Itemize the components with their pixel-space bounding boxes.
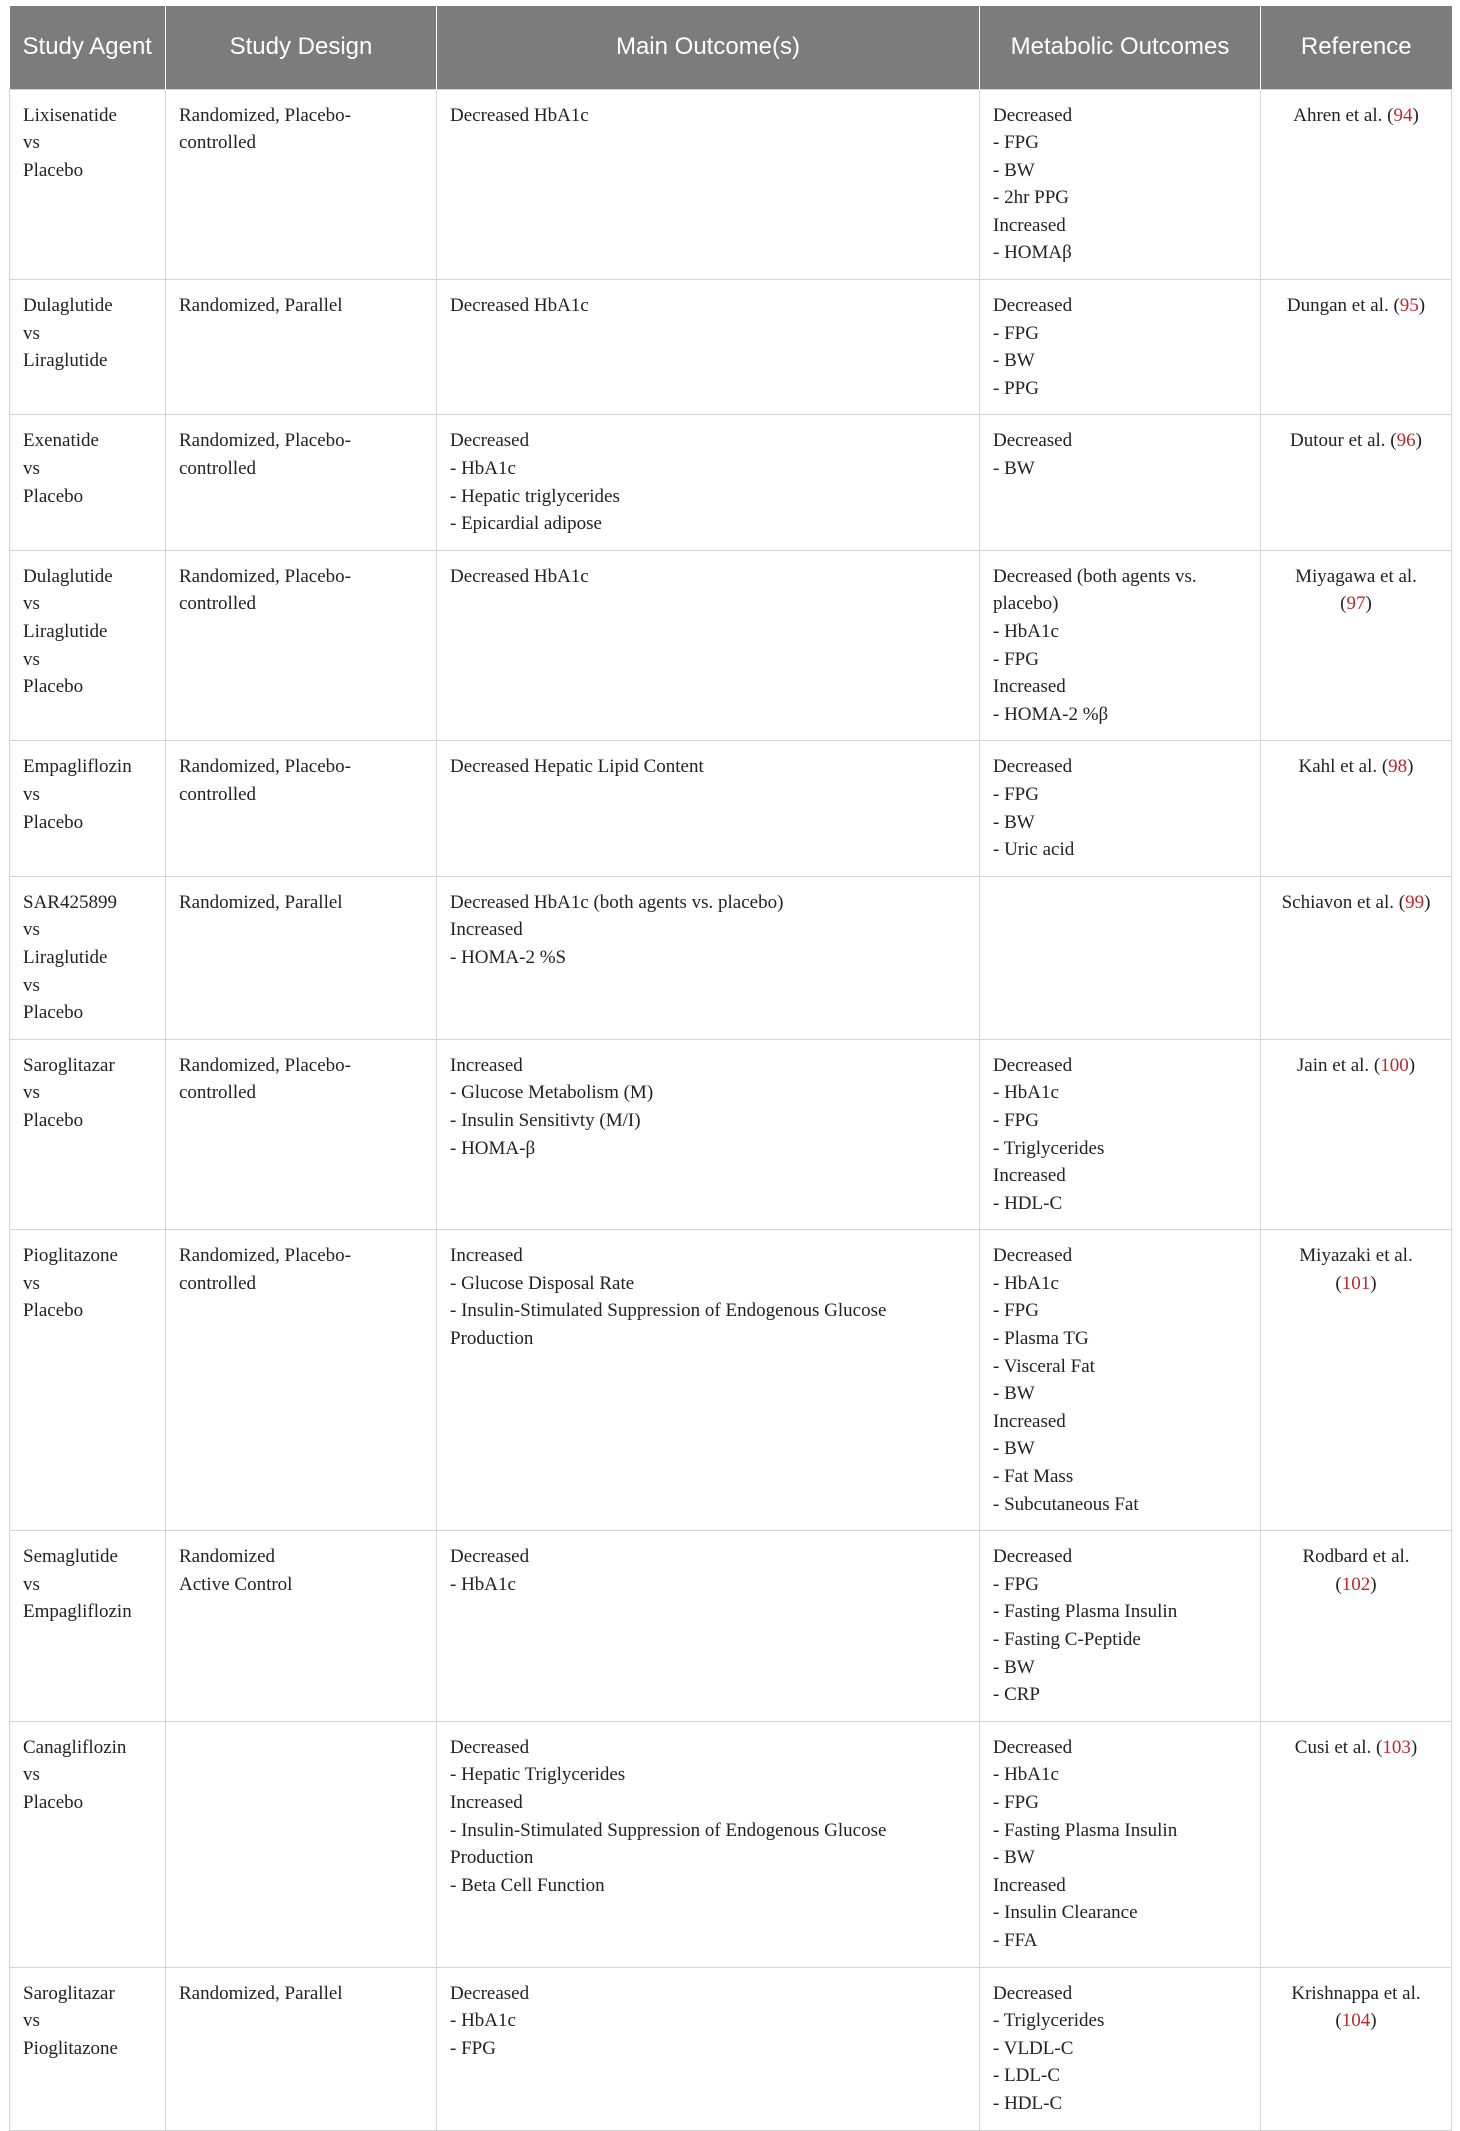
cell-line: Saroglitazar (23, 1054, 115, 1076)
cell-line: Decreased HbA1c (450, 104, 589, 126)
cell-line: vs (23, 458, 40, 480)
reference-author: Dungan et al. ( (1286, 295, 1400, 317)
reference-close-paren: ) (1410, 1736, 1418, 1758)
cell-reference (1261, 89, 1452, 280)
cell-line: Decreased HbA1c (450, 565, 589, 587)
cell-line: vs (23, 1573, 40, 1595)
cell-line: Decreased (450, 1546, 530, 1568)
cell-line: Decreased (450, 1982, 530, 2004)
cell-metabolic-outcomes (980, 280, 1261, 415)
cell-line: vs (23, 132, 40, 154)
cell-study-agent (10, 741, 166, 876)
cell-study-design (166, 1531, 437, 1722)
cell-study-agent (10, 1531, 166, 1722)
reference-close-paren: ) (1408, 1054, 1416, 1076)
table-row (10, 1230, 1452, 1531)
cell-line: - Fat Mass (993, 1466, 1074, 1488)
cell-line: Decreased (993, 104, 1073, 126)
cell-line: vs (23, 1082, 40, 1104)
cell-line: - HDL-C (993, 2092, 1063, 2114)
reference-author: Miyazaki et al. (1299, 1245, 1413, 1267)
cell-line: vs (23, 2010, 40, 2032)
cell-line: - HOMA-β (450, 1137, 536, 1159)
cell-metabolic-outcomes (980, 1531, 1261, 1722)
reference-link[interactable]: 95 (1399, 295, 1419, 317)
header-metabolic-outcomes: Metabolic Outcomes (980, 6, 1261, 89)
cell-line: - Visceral Fat (993, 1355, 1095, 1377)
cell-line: Decreased (993, 1245, 1073, 1267)
cell-line: - Fasting Plasma Insulin (993, 1819, 1178, 1841)
study-table-container (9, 6, 1451, 2131)
header-study-agent: Study Agent (10, 6, 166, 89)
cell-main-outcomes (437, 1531, 980, 1722)
cell-line: - FPG (450, 2037, 496, 2059)
cell-line: - Triglycerides (993, 2010, 1105, 2032)
cell-line: Production (450, 1847, 534, 1869)
cell-main-outcomes (437, 415, 980, 550)
reference-close-paren: ) (1412, 104, 1419, 126)
cell-study-design (166, 89, 437, 280)
study-table (9, 6, 1452, 2131)
cell-reference (1261, 1230, 1452, 1531)
cell-study-agent (10, 415, 166, 550)
cell-line: Randomized, Placebo- (179, 565, 352, 587)
cell-line: - HbA1c (450, 1573, 516, 1595)
cell-line: - Epicardial adipose (450, 513, 602, 535)
cell-line: Placebo (23, 1300, 84, 1322)
cell-reference (1261, 876, 1452, 1039)
cell-line: Increased (450, 919, 523, 941)
cell-main-outcomes (437, 550, 980, 741)
table-row (10, 415, 1452, 550)
cell-metabolic-outcomes (980, 415, 1261, 550)
reference-link[interactable]: 100 (1380, 1054, 1409, 1076)
cell-line: - FPG (993, 132, 1039, 154)
cell-line: Decreased (993, 295, 1073, 317)
reference-close-paren: ) (1370, 2010, 1377, 2032)
cell-main-outcomes (437, 876, 980, 1039)
reference-link[interactable]: 94 (1393, 104, 1413, 126)
cell-line: Lixisenatide (23, 104, 117, 126)
cell-line: - FPG (993, 1109, 1039, 1131)
cell-line: - FFA (993, 1929, 1038, 1951)
cell-metabolic-outcomes (980, 1230, 1261, 1531)
table-row (10, 1039, 1452, 1230)
reference-author: Ahren et al. ( (1293, 104, 1394, 126)
cell-study-design (166, 741, 437, 876)
reference-close-paren: ) (1370, 1573, 1377, 1595)
cell-line: - PPG (993, 377, 1039, 399)
reference-close-paren: ) (1415, 430, 1422, 452)
cell-line: Canagliflozin (23, 1736, 127, 1758)
cell-metabolic-outcomes (980, 876, 1261, 1039)
cell-line: - Hepatic Triglycerides (450, 1764, 626, 1786)
reference-link[interactable]: 102 (1341, 1573, 1371, 1595)
cell-line: Decreased (450, 1736, 530, 1758)
cell-reference (1261, 550, 1452, 741)
reference-open-paren: ( (1335, 1573, 1342, 1595)
reference-author: Rodbard et al. (1302, 1546, 1410, 1568)
reference-close-paren: ) (1418, 295, 1426, 317)
cell-line: Placebo (23, 159, 84, 181)
cell-line: - Glucose Disposal Rate (450, 1272, 635, 1294)
cell-line: Pioglitazone (23, 1245, 118, 1267)
cell-line: Placebo (23, 485, 84, 507)
table-row (10, 89, 1452, 280)
cell-line: - HbA1c (450, 458, 516, 480)
cell-metabolic-outcomes (980, 1967, 1261, 2130)
cell-reference (1261, 280, 1452, 415)
cell-main-outcomes (437, 280, 980, 415)
cell-line: - BW (993, 1438, 1035, 1460)
table-row (10, 1967, 1452, 2130)
cell-line: SAR425899 (23, 891, 117, 913)
cell-metabolic-outcomes (980, 1039, 1261, 1230)
cell-line: vs (23, 783, 40, 805)
cell-line: Decreased (993, 1546, 1073, 1568)
cell-line: Semaglutide (23, 1546, 118, 1568)
cell-study-design (166, 876, 437, 1039)
cell-main-outcomes (437, 1230, 980, 1531)
reference-author: Miyagawa et al. (1295, 565, 1417, 587)
cell-line: - BW (993, 1847, 1035, 1869)
cell-line: - BW (993, 811, 1035, 833)
cell-line: Pioglitazone (23, 2037, 118, 2059)
reference-open-paren: ( (1335, 1272, 1342, 1294)
cell-line: vs (23, 322, 40, 344)
reference-author: Dutour et al. ( (1290, 430, 1397, 452)
reference-link[interactable]: 104 (1341, 2010, 1371, 2032)
reference-link[interactable]: 98 (1388, 756, 1408, 778)
cell-study-agent (10, 550, 166, 741)
cell-line: - Subcutaneous Fat (993, 1493, 1139, 1515)
cell-line: Increased (993, 1410, 1066, 1432)
cell-line: - Insulin-Stimulated Suppression of Endogenous Glucose (450, 1300, 887, 1322)
reference-open-paren: ( (1335, 2010, 1342, 2032)
cell-line: - Glucose Metabolism (M) (450, 1082, 654, 1104)
cell-line: - HOMAβ (993, 242, 1072, 264)
cell-line: - Plasma TG (993, 1328, 1089, 1350)
reference-link[interactable]: 101 (1341, 1272, 1371, 1294)
header-row (10, 6, 1452, 89)
cell-line: Decreased (993, 1982, 1073, 2004)
cell-line: - CRP (993, 1684, 1040, 1706)
cell-line: Increased (450, 1054, 523, 1076)
cell-line: - FPG (993, 322, 1039, 344)
cell-line: Placebo (23, 1002, 84, 1024)
cell-line: controlled (179, 783, 257, 805)
cell-line: Increased (993, 676, 1066, 698)
cell-line: Randomized, Placebo- (179, 1054, 352, 1076)
cell-line: Randomized, Parallel (179, 891, 343, 913)
cell-main-outcomes (437, 1039, 980, 1230)
cell-line: - FPG (993, 783, 1039, 805)
cell-study-design (166, 1039, 437, 1230)
table-body (10, 89, 1452, 2130)
cell-line: Active Control (179, 1573, 293, 1595)
reference-link[interactable]: 97 (1346, 593, 1366, 615)
reference-link[interactable]: 99 (1405, 891, 1425, 913)
cell-main-outcomes (437, 741, 980, 876)
cell-reference (1261, 1531, 1452, 1722)
cell-line: - FPG (993, 1300, 1039, 1322)
reference-author: Cusi et al. ( (1294, 1736, 1383, 1758)
table-row (10, 1721, 1452, 1967)
cell-study-design (166, 415, 437, 550)
cell-reference (1261, 1039, 1452, 1230)
cell-line: controlled (179, 132, 257, 154)
cell-line: Randomized (179, 1546, 276, 1568)
cell-study-design (166, 550, 437, 741)
cell-line: Decreased (both agents vs. (993, 565, 1197, 587)
cell-line: vs (23, 1272, 40, 1294)
cell-line: Randomized, Placebo- (179, 1245, 352, 1267)
table-row (10, 280, 1452, 415)
cell-line: vs (23, 919, 40, 941)
cell-line: Randomized, Placebo- (179, 756, 352, 778)
cell-line: Exenatide (23, 430, 99, 452)
reference-author: Krishnappa et al. (1291, 1982, 1421, 2004)
cell-line: controlled (179, 458, 257, 480)
cell-study-agent (10, 876, 166, 1039)
cell-study-agent (10, 1230, 166, 1531)
table-row (10, 876, 1452, 1039)
cell-metabolic-outcomes (980, 550, 1261, 741)
table-row (10, 1531, 1452, 1722)
cell-study-agent (10, 280, 166, 415)
cell-line: - HbA1c (993, 1272, 1059, 1294)
cell-reference (1261, 1721, 1452, 1967)
cell-line: - HbA1c (450, 2010, 516, 2032)
table-row (10, 741, 1452, 876)
cell-study-agent (10, 1721, 166, 1967)
reference-author: Schiavon et al. ( (1281, 891, 1406, 913)
cell-line: - Beta Cell Function (450, 1874, 605, 1896)
cell-line: - Fasting Plasma Insulin (993, 1601, 1178, 1623)
reference-open-paren: ( (1340, 593, 1347, 615)
cell-line: Liraglutide (23, 350, 108, 372)
cell-study-agent (10, 89, 166, 280)
cell-study-design (166, 1230, 437, 1531)
cell-line: - FPG (993, 1573, 1039, 1595)
cell-line: Saroglitazar (23, 1982, 115, 2004)
cell-metabolic-outcomes (980, 1721, 1261, 1967)
cell-line: - BW (993, 350, 1035, 372)
cell-line: controlled (179, 1272, 257, 1294)
cell-line: - Insulin-Stimulated Suppression of Endogenous Glucose (450, 1819, 887, 1841)
cell-line: - HDL-C (993, 1192, 1063, 1214)
reference-close-paren: ) (1365, 593, 1372, 615)
cell-line: - HbA1c (993, 1764, 1059, 1786)
cell-line: Randomized, Parallel (179, 295, 343, 317)
cell-line: vs (23, 593, 40, 615)
reference-close-paren: ) (1424, 891, 1431, 913)
cell-line: Dulaglutide (23, 295, 113, 317)
cell-main-outcomes (437, 1967, 980, 2130)
cell-main-outcomes (437, 1721, 980, 1967)
table-row (10, 550, 1452, 741)
cell-line: Decreased (993, 756, 1073, 778)
cell-line: Liraglutide (23, 946, 108, 968)
cell-line: Decreased HbA1c (450, 295, 589, 317)
cell-line: Decreased Hepatic Lipid Content (450, 756, 704, 778)
cell-line: Decreased (450, 430, 530, 452)
cell-line: Liraglutide (23, 621, 108, 642)
table-header (10, 6, 1452, 89)
reference-link[interactable]: 96 (1396, 430, 1416, 452)
cell-line: - BW (993, 458, 1035, 480)
cell-line: - HbA1c (993, 621, 1059, 642)
cell-line: - HOMA-2 %β (993, 703, 1109, 725)
cell-line: Randomized, Placebo- (179, 104, 352, 126)
cell-line: Increased (993, 214, 1066, 236)
reference-close-paren: ) (1407, 756, 1414, 778)
cell-line: Decreased (993, 1054, 1073, 1076)
cell-line: - BW (993, 1383, 1035, 1405)
cell-line: - 2hr PPG (993, 187, 1070, 209)
cell-line: - LDL-C (993, 2065, 1061, 2087)
cell-study-design (166, 1967, 437, 2130)
cell-study-agent (10, 1039, 166, 1230)
cell-line: Increased (993, 1165, 1066, 1187)
cell-line: Placebo (23, 811, 84, 833)
cell-line: Increased (450, 1791, 523, 1813)
cell-line: - FPG (993, 648, 1039, 670)
cell-reference (1261, 415, 1452, 550)
cell-metabolic-outcomes (980, 741, 1261, 876)
cell-line: - VLDL-C (993, 2037, 1074, 2059)
cell-line: - BW (993, 1656, 1035, 1678)
cell-study-agent (10, 1967, 166, 2130)
cell-line: - Uric acid (993, 839, 1075, 861)
cell-line: Placebo (23, 1109, 84, 1131)
cell-line: Empagliflozin (23, 756, 132, 778)
cell-line: - FPG (993, 1791, 1039, 1813)
cell-line: - Insulin Clearance (993, 1902, 1138, 1924)
cell-line: - Hepatic triglycerides (450, 485, 620, 507)
cell-study-design (166, 280, 437, 415)
cell-line: - Insulin Sensitivty (M/I) (450, 1109, 641, 1131)
cell-line: vs (23, 1764, 40, 1786)
cell-line: Dulaglutide (23, 565, 113, 587)
cell-line: Decreased HbA1c (both agents vs. placebo) (450, 891, 784, 913)
cell-line: controlled (179, 1082, 257, 1104)
cell-reference (1261, 741, 1452, 876)
cell-line: - Fasting C-Peptide (993, 1629, 1141, 1650)
cell-line: Randomized, Parallel (179, 1982, 343, 2004)
cell-line: Production (450, 1328, 534, 1350)
cell-line: Placebo (23, 1791, 84, 1813)
cell-line: - HbA1c (993, 1082, 1059, 1104)
cell-line: Decreased (993, 1736, 1073, 1758)
cell-metabolic-outcomes (980, 89, 1261, 280)
reference-author: Kahl et al. ( (1298, 756, 1389, 778)
reference-close-paren: ) (1370, 1272, 1377, 1294)
cell-reference (1261, 1967, 1452, 2130)
cell-line: Randomized, Placebo- (179, 430, 352, 452)
header-reference: Reference (1261, 6, 1452, 89)
cell-line: Decreased (993, 430, 1073, 452)
reference-link[interactable]: 103 (1382, 1736, 1411, 1758)
cell-line: controlled (179, 593, 257, 615)
cell-main-outcomes (437, 89, 980, 280)
cell-line: - Triglycerides (993, 1137, 1105, 1159)
cell-line: Increased (993, 1874, 1066, 1896)
cell-line: - BW (993, 159, 1035, 181)
cell-line: Increased (450, 1245, 523, 1267)
cell-line: - HOMA-2 %S (450, 946, 567, 968)
cell-line: vs (23, 648, 40, 670)
cell-study-design (166, 1721, 437, 1967)
cell-line: vs (23, 974, 40, 996)
reference-author: Jain et al. ( (1296, 1054, 1381, 1076)
header-main-outcomes: Main Outcome(s) (437, 6, 980, 89)
cell-line: Placebo (23, 676, 84, 698)
cell-line: placebo) (993, 593, 1059, 615)
header-study-design: Study Design (166, 6, 437, 89)
cell-line: Empagliflozin (23, 1601, 132, 1623)
